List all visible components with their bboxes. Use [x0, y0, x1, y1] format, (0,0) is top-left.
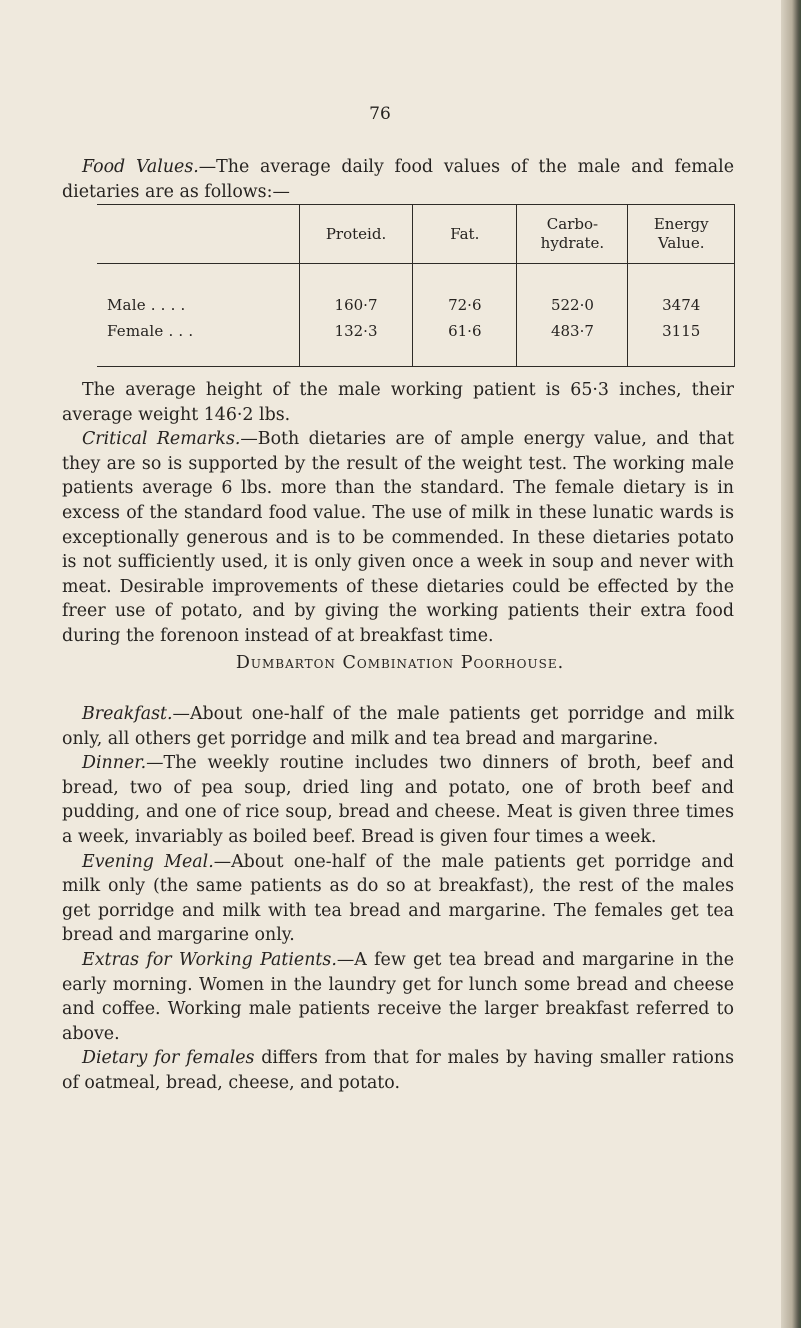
food-values-table [97, 204, 735, 367]
female-dietary-lead: Dietary for females [82, 1048, 255, 1069]
row-label-male: Male . . . . [97, 264, 299, 317]
evening-meal-lead: Evening Meal. [82, 851, 214, 872]
breakfast-lead: Breakfast. [82, 704, 173, 724]
cell-carbohydrate: 483·7 [517, 316, 628, 367]
intro-paragraph [62, 155, 734, 204]
breakfast-paragraph [62, 702, 734, 751]
intro-lead: Food Values. [82, 157, 199, 177]
dinner-lead: Dinner. [82, 753, 147, 774]
remarks-lead: Critical Remarks. [82, 429, 241, 450]
cell-proteid: 160·7 [299, 264, 412, 317]
table-header-row [97, 205, 735, 264]
dinner-text: —The weekly routine includes two dinners of broth, beef and bread, two of pea soup, dried ling and potato, one of broth beef and pudding, and one of rice soup, bread and cheese. Meat is given three times a week, invariably as boiled beef. Bread is given four times a week. [62, 753, 734, 847]
extras-text: —A few get tea bread and margarine in the early morning. Women in the laundry get for lunch some bread and cheese and coffee. Working male patients receive the larger breakfast referred to above. [62, 949, 734, 1044]
header-blank [97, 205, 299, 264]
height-paragraph: The average height of the male working patient is 65·3 inches, their average weight 146·2 lbs. [62, 380, 734, 425]
header-energy: Energy Value. [628, 205, 735, 264]
row-label-female: Female . . . [97, 316, 299, 367]
dinner-paragraph [62, 751, 734, 849]
cell-fat: 72·6 [413, 264, 517, 317]
body-text-bottom [62, 702, 734, 1096]
cell-energy: 3474 [628, 264, 735, 317]
female-dietary-text: differs from that for males by having smaller rations of oatmeal, bread, cheese, and potato. [62, 1048, 734, 1093]
female-dietary-paragraph [62, 1046, 734, 1095]
evening-meal-text: —About one-half of the male patients get porridge and milk only (the same patients as do so at breakfast), the rest of the males get porridge and milk with tea bread and margarine. The females get tea bread and margarine only. [62, 851, 734, 946]
page-number: 76 [369, 104, 391, 124]
intro-text: —The average daily food values of the male and female dietaries are as follows:— [62, 157, 734, 202]
evening-meal-paragraph [62, 850, 734, 948]
cell-proteid: 132·3 [299, 316, 412, 367]
header-proteid: Proteid. [299, 205, 412, 264]
remarks-text: —Both dietaries are of ample energy value, and that they are so is supported by the result of the weight test. The working male patients average 6 lbs. more than the standard. The female dietary is in excess of the standard food value. The use of milk in these lunatic wards is exceptionally generous and is to be commended. In these dietaries potato is not sufficiently used, it is only given once a week in soup and never with meat. Desirable improvements of these dietaries could be effected by the freer use of potato, and by giving the working patients their extra food during the forenoon instead of at breakfast time. [62, 429, 734, 646]
table-row [97, 264, 735, 317]
cell-fat: 61·6 [413, 316, 517, 367]
header-carbohydrate: Carbo- hydrate. [517, 205, 628, 264]
table-row [97, 316, 735, 367]
cell-energy: 3115 [628, 316, 735, 367]
breakfast-text: —About one-half of the male patients get porridge and milk only, all others get porridge and milk and tea bread and margarine. [62, 704, 734, 749]
cell-carbohydrate: 522·0 [517, 264, 628, 317]
extras-paragraph [62, 948, 734, 1046]
remarks-paragraph [62, 427, 734, 648]
body-text-top [62, 378, 734, 649]
extras-lead: Extras for Working Patients. [82, 949, 337, 970]
section-heading: Dumbarton Combination Poorhouse. [235, 653, 565, 673]
header-fat: Fat. [413, 205, 517, 264]
